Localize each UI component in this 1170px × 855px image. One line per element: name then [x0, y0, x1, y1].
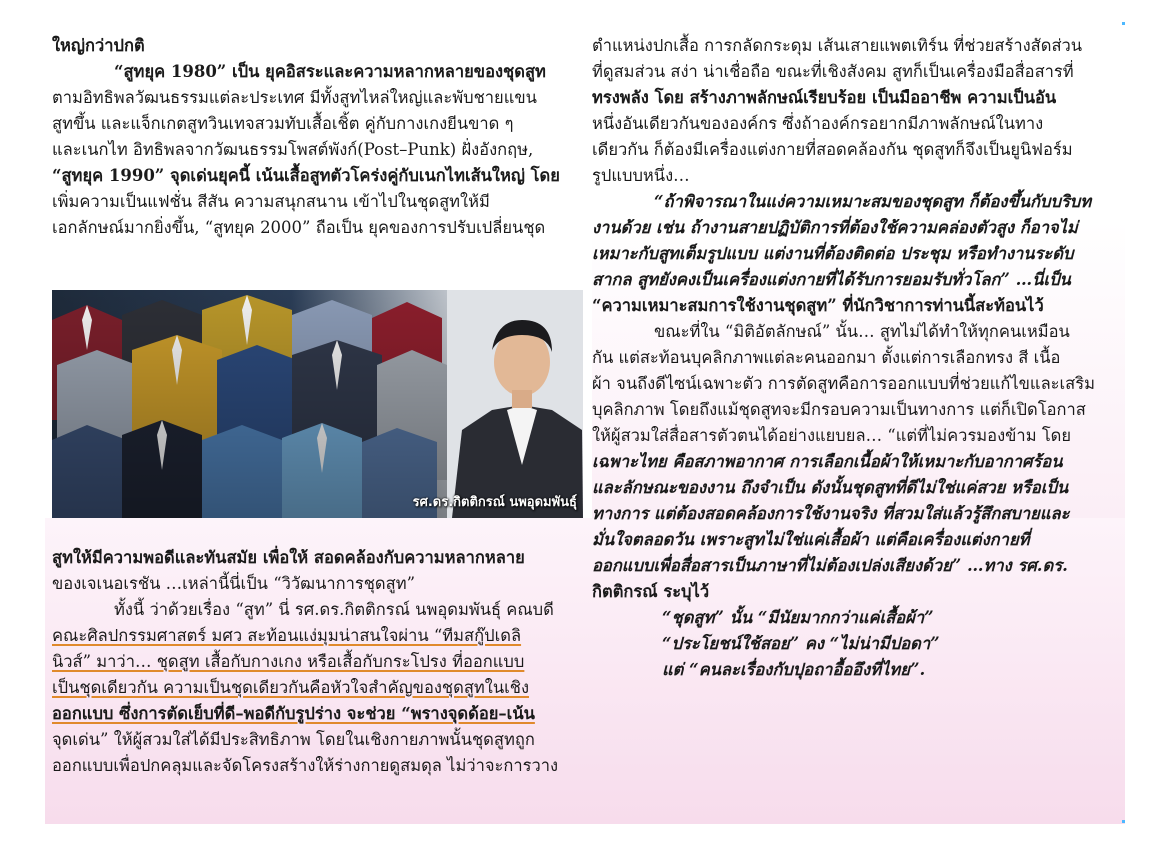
text-line: “สูทยุค 1990” จุดเด่นยุคนี้ เน้นเสื้อสูทตัวโคร่งคู่กับเนกไทเส้นใหญ่ โดย — [52, 166, 560, 185]
left-column-top — [52, 33, 587, 241]
text-line: แต่ “คนละเรื่องกับปุอถาอื้ออึงที่ไทย”. — [662, 660, 926, 679]
portrait-man — [447, 290, 583, 518]
text-line: ทางการ แต่ต้องสอดคล้องการใช้งานจริง ที่สวมใส่แล้วรู้สึกสบายและ — [592, 504, 1070, 523]
text-line: ออกแบบเพื่อสื่อสารเป็นภาษาที่ไม่ต้องเปล่งเสียงด้วย” …ทาง รศ.ดร. — [592, 556, 1068, 575]
text-line: เป็นชุดเดียวกัน ความเป็นชุดเดียวกันคือหัวใจสำคัญของชุดสูทในเชิง — [52, 678, 530, 697]
text-line: ใหญ่กว่าปกติ — [52, 36, 145, 55]
text-line: บุคลิกภาพ โดยถึงแม้ชุดสูทจะมีกรอบความเป็นทางการ แต่ก็เปิดโอกาส — [592, 400, 1086, 419]
text-line: ทรงพลัง โดย สร้างภาพลักษณ์เรียบร้อย เป็นมืออาชีพ ความเป็นอัน — [592, 88, 1057, 107]
text-line: และเนกไท อิทธิพลจากวัฒนธรรมโพสต์พังก์(Post–Punk) ฝั่งอังกฤษ, — [52, 140, 534, 159]
text-line: เอกลักษณ์มากยิ่งขึ้น, “สูทยุค 2000” ถือเป็น ยุคของการปรับเปลี่ยนชุด — [52, 218, 546, 237]
left-column-bottom — [52, 545, 587, 779]
text-line: “ความเหมาะสมการใช้งานชุดสูท” ที่นักวิชาการท่านนี้สะท้อนไว้ — [592, 296, 1044, 315]
text-line: มั่นใจตลอดวัน เพราะสูทไม่ใช่แค่เสื้อผ้า แต่คือเครื่องแต่งกายที่ — [592, 530, 1030, 549]
right-column — [592, 33, 1122, 683]
text-line: เหมาะกับสูทเต็มรูปแบบ แต่งานที่ต้องติดต่อ ประชุม หรือทำงานระดับ — [592, 244, 1074, 263]
text-line: เพิ่มความเป็นแฟชั่น สีสัน ความสนุกสนาน เข้าไปในชุดสูทให้มี — [52, 192, 490, 211]
text-line: “ชุดสูท” นั้น “มีนัยมากกว่าแค่เสื้อผ้า” — [662, 608, 934, 627]
text-line: จุดเด่น” ให้ผู้สวมใส่ได้มีประสิทธิภาพ โดยในเชิงกายภาพนั้นชุดสูทถูก — [52, 730, 535, 749]
text-line: ออกแบบเพื่อปกคลุมและจัดโครงสร้างให้ร่างกายดูสมดุล ไม่ว่าจะการวาง — [52, 756, 559, 775]
text-line: และลักษณะของงาน ถึงจำเป็น ดังนั้นชุดสูทที่ดีไม่ใช่แค่สวย หรือเป็น — [592, 478, 1069, 497]
text-line: รูปแบบหนึ่ง… — [592, 166, 690, 185]
text-line: สูทให้มีความพอดีและทันสมัย เพื่อให้ สอดคล้องกับความหลากหลาย — [52, 548, 525, 567]
text-line: สูทขึ้น และแจ็กเกตสูทวินเทจสวมทับเสื้อเชิ้ต คู่กับกางเกงยีนขาด ๆ — [52, 114, 514, 133]
text-line: “ถ้าพิจารณาในแง่ความเหมาะสมของชุดสูท ก็ต้องขึ้นกับบริบท — [654, 192, 1092, 211]
article-photo — [52, 290, 583, 518]
text-line: คณะศิลปกรรมศาสตร์ มศว สะท้อนแง่มุมน่าสนใจผ่าน “ทีมสกู๊ปเดลิ — [52, 626, 522, 645]
text-line: “สูทยุค 1980” เป็น ยุคอิสระและความหลากหลายของชุดสูท — [114, 62, 546, 81]
text-line: นิวส์” มาว่า… ชุดสูท เสื้อกับกางเกง หรือเสื้อกับกระโปรง ที่ออกแบบ — [52, 652, 525, 671]
photo-caption: รศ.ดร.กิตติกรณ์ นพอุดมพันธุ์ — [412, 495, 577, 510]
text-line: ออกแบบ ซึ่งการตัดเย็บที่ดี–พอดีกับรูปร่าง จะช่วย “พรางจุดด้อย–เน้น — [52, 704, 535, 723]
text-line: สากล สูทยังคงเป็นเครื่องแต่งกายที่ได้รับการยอมรับทั่วโลก” …นี่เป็น — [592, 270, 1071, 289]
text-line: งานด้วย เช่น ถ้างานสายปฏิบัติการที่ต้องใช้ความคล่องตัวสูง ก็อาจไม่ — [592, 218, 1078, 237]
text-line: ทั้งนี้ ว่าด้วยเรื่อง “สูท” นี่ รศ.ดร.กิตติกรณ์ นพอุดมพันธุ์ คณบดี — [114, 600, 554, 619]
corner-mark — [1122, 22, 1125, 25]
text-line: ตามอิทธิพลวัฒนธรรมแต่ละประเทศ มีทั้งสูทไหล่ใหญ่และพับชายแขน — [52, 88, 537, 107]
text-line: ที่ดูสมส่วน สง่า น่าเชื่อถือ ขณะที่เชิงสังคม สูทก็เป็นเครื่องมือสื่อสารที่ — [592, 62, 1074, 81]
text-line: “ประโยชน์ใช้สอย” คง “ไม่น่ามีปอดา” — [662, 634, 940, 653]
text-line: ให้ผู้สวมใส่สื่อสารตัวตนได้อย่างแยบยล… “แต่ที่ไม่ควรมองข้าม โดย — [592, 426, 1072, 445]
text-line: ของเจเนอเรชัน …เหล่านี้นี่เป็น “วิวัฒนาการชุดสูท” — [52, 574, 416, 593]
text-line: เดียวกัน ก็ต้องมีเครื่องแต่งกายที่สอดคล้องกัน ชุดสูทก็จึงเป็นยูนิฟอร์ม — [592, 140, 1073, 159]
text-line: ขณะที่ใน “มิติอัตลักษณ์” นั้น… สูทไม่ได้ทำให้ทุกคนเหมือน — [654, 322, 1070, 341]
suits-illustration — [52, 290, 583, 518]
corner-mark — [1122, 820, 1125, 823]
text-line: หนึ่งอันเดียวกันขององค์กร ซึ่งถ้าองค์กรอยากมีภาพลักษณ์ในทาง — [592, 114, 1044, 133]
text-line: ตำแหน่งปกเสื้อ การกลัดกระดุม เส้นเสายแพตเทิร์น ที่ช่วยสร้างสัดส่วน — [592, 36, 1083, 55]
text-line: กัน แต่สะท้อนบุคลิกภาพแต่ละคนออกมา ตั้งแต่การเลือกทรง สี เนื้อ — [592, 348, 1061, 367]
text-line: เฉพาะไทย คือสภาพอากาศ การเลือกเนื้อผ้าให้เหมาะกับอากาศร้อน — [592, 452, 1063, 471]
text-line: ผ้า จนถึงดีไซน์เฉพาะตัว การตัดสูทคือการออกแบบที่ช่วยแก้ไขและเสริม — [592, 374, 1095, 393]
text-line: กิตติกรณ์ ระบุไว้ — [592, 582, 710, 601]
